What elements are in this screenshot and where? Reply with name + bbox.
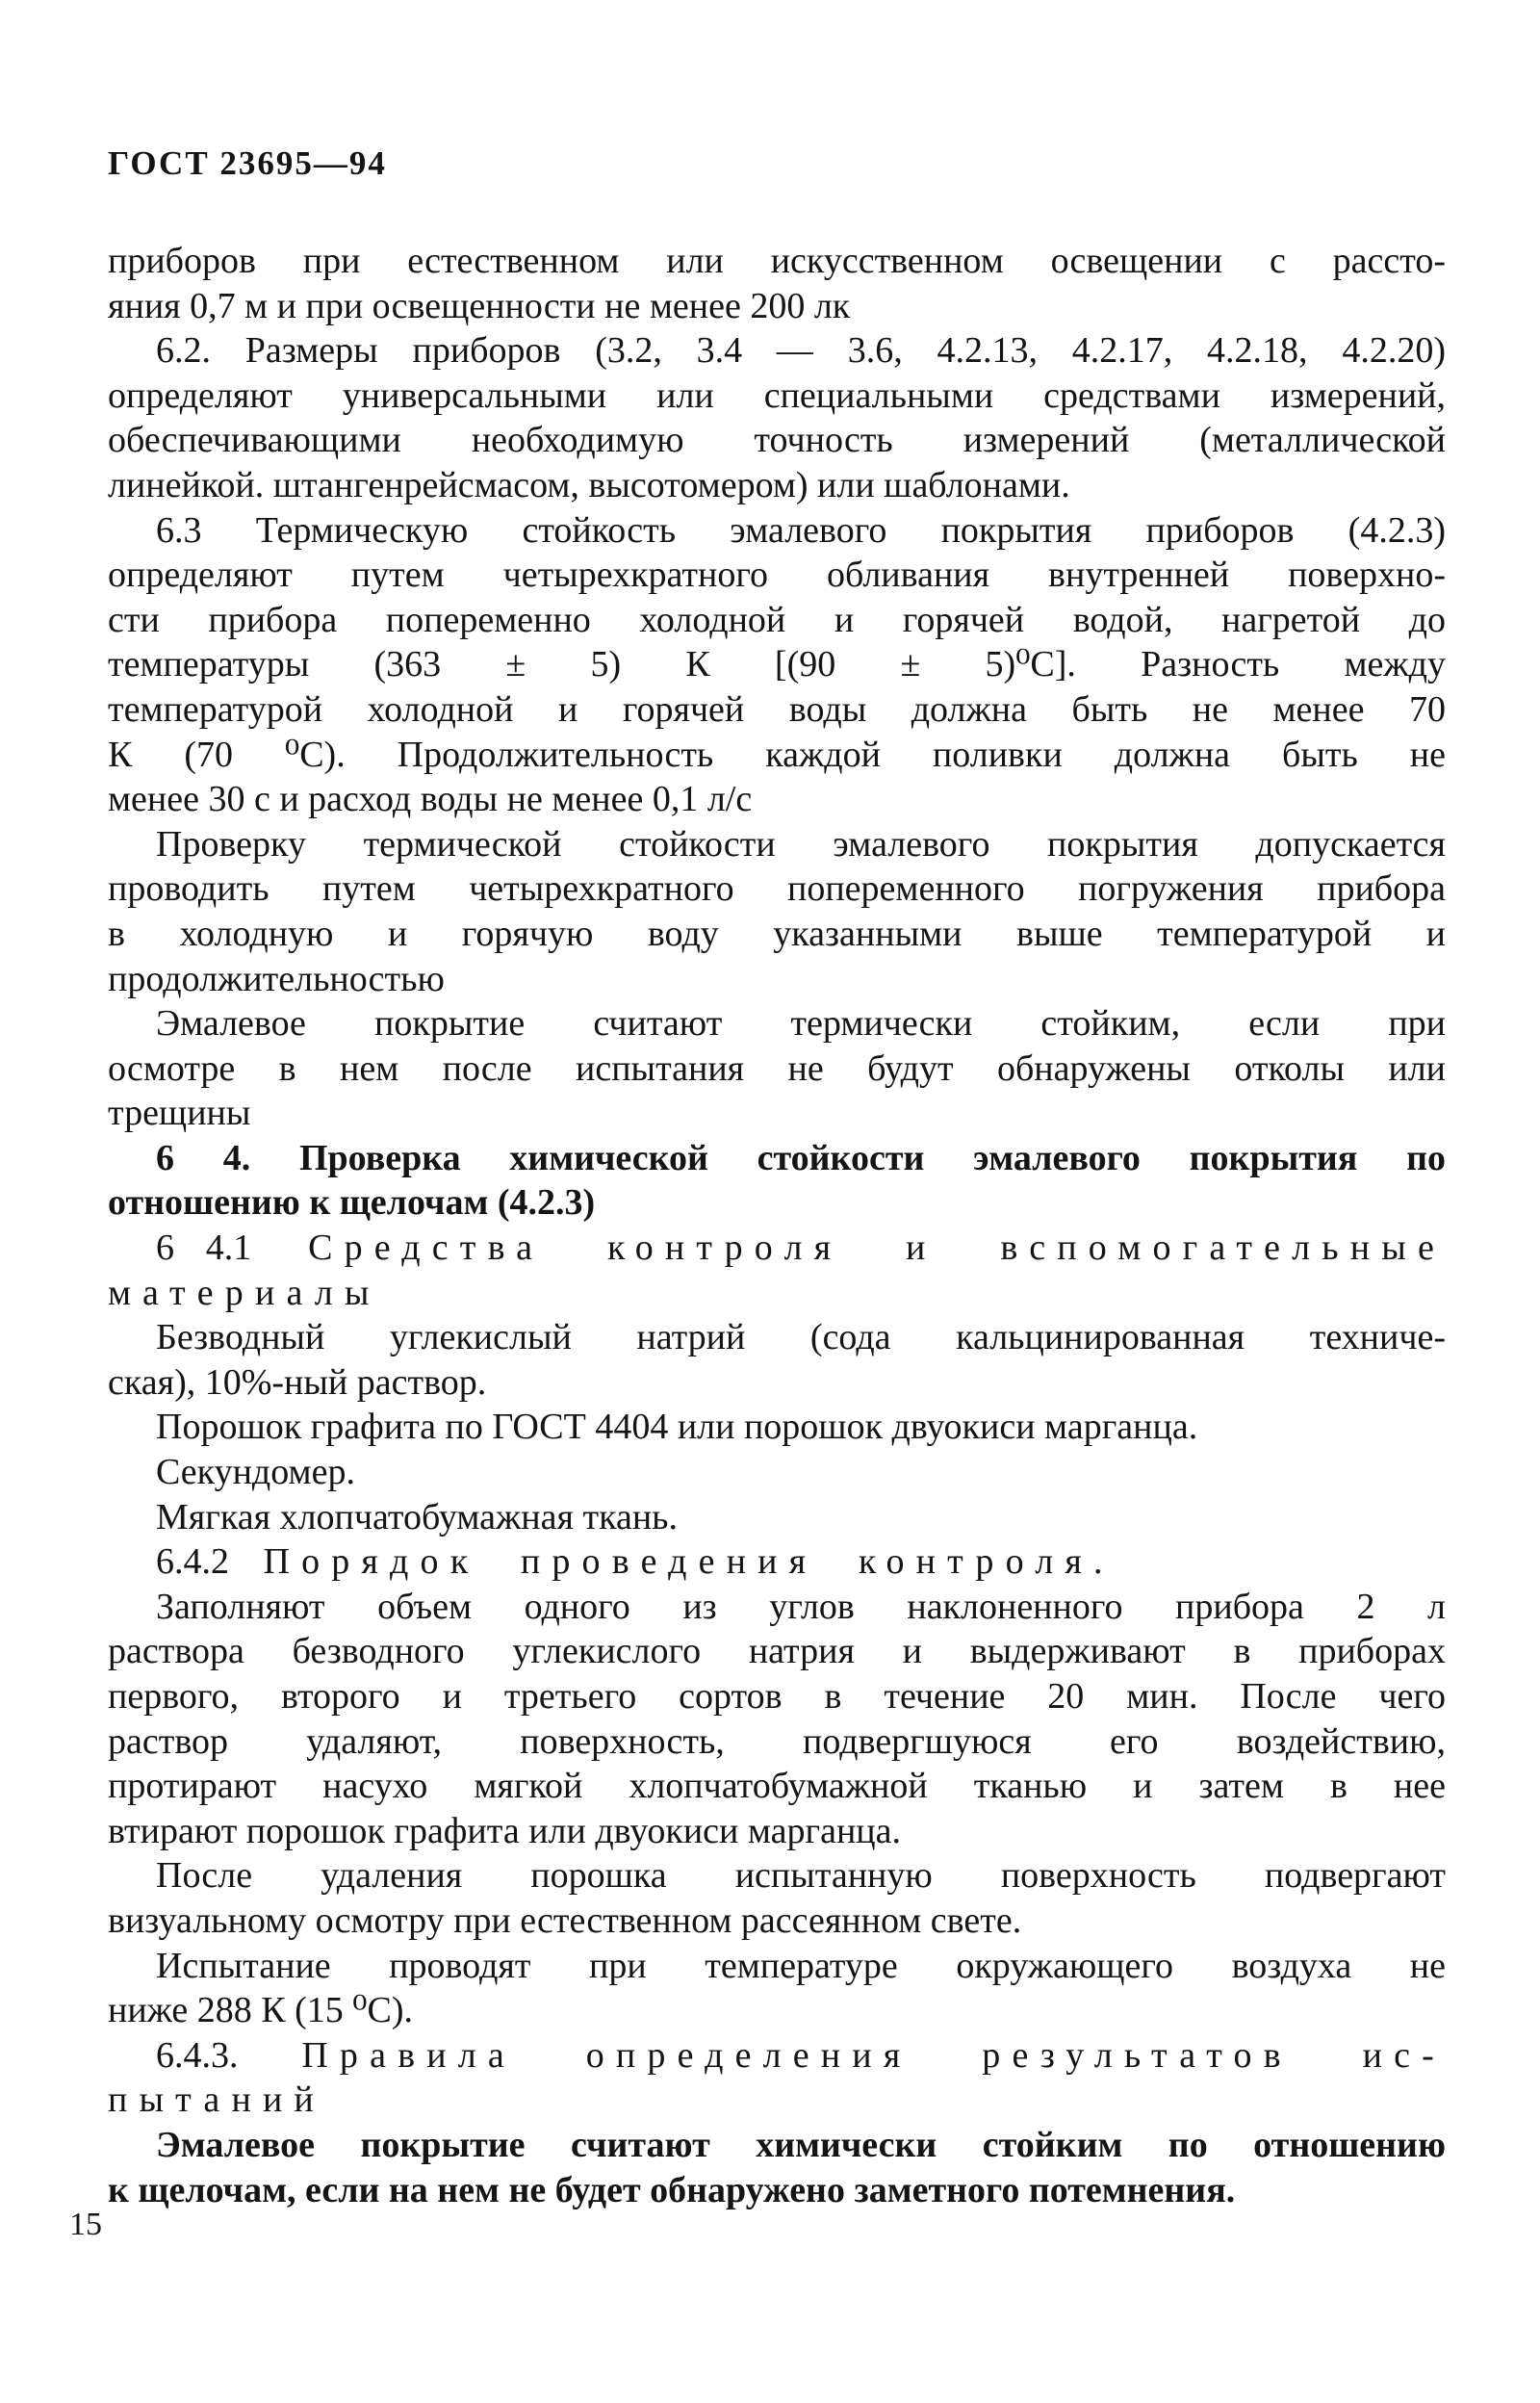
text-line: Секундомер.: [156, 1452, 355, 1493]
text-line: трещины: [108, 1093, 251, 1134]
text-line: раствор удаляют, поверхность, подвергшуюся его воздействию,: [108, 1720, 1446, 1762]
text-line: проводить путем четырехкратного попеременного погружения прибора: [108, 868, 1446, 910]
text-line: менее 30 с и расход воды не менее 0,1 л/с: [108, 779, 753, 820]
text-line: ская), 10%-ный раствор.: [108, 1361, 487, 1403]
text-line: в холодную и горячую воду указанными выше температурой и: [108, 913, 1446, 954]
text-line: определяют универсальными или специальными средствами измерений,: [108, 375, 1446, 416]
text-line: ниже 288 К (15 ⁰С).: [108, 1990, 414, 2031]
spaced-emphasis-text: пытаний: [108, 2080, 325, 2121]
text-line: сти прибора попеременно холодной и горячей водой, нагретой до: [108, 599, 1446, 640]
text-line: определяют путем четырехкратного обливания внутренней поверхно-: [108, 555, 1446, 596]
text-line: температурой холодной и горячей воды должна быть не менее 70: [108, 688, 1446, 730]
text-line: Порошок графита по ГОСТ 4404 или порошок двуокиси марганца.: [156, 1407, 1198, 1448]
spaced-emphasis-text: Правила определения результатов ис-: [301, 2034, 1446, 2076]
text-line: к щелочам, если на нем не будет обнаружено заметного потемнения.: [108, 2169, 1236, 2210]
text-line: Мягкая хлопчатобумажная ткань.: [156, 1496, 678, 1537]
text-line: [108, 1226, 1446, 1271]
spaced-emphasis-text: Порядок проведения контроля.: [263, 1541, 1115, 1583]
text-line: [108, 2033, 1446, 2079]
text-line: 6.3 Термическую стойкость эмалевого покрытия приборов (4.2.3): [156, 509, 1446, 551]
text-line: Проверку термической стойкости эмалевого покрытия допускается: [156, 823, 1446, 865]
text-line: Эмалевое покрытие считают химически стойким по отношению: [156, 2124, 1446, 2165]
text-line: После удаления порошка испытанную поверхность подвергают: [156, 1855, 1446, 1897]
clause-number: 6.4.2: [156, 1541, 229, 1583]
text-line: визуальному осмотру при естественном рассеянном свете.: [108, 1899, 1022, 1941]
text-line: [108, 2078, 1446, 2123]
document-code: ГОСТ 23695—94: [108, 144, 387, 182]
text-line: яния 0,7 м и при освещенности не менее 200 лк: [108, 285, 851, 326]
text-line: приборов при естественном или искусственном освещении с рассто-: [108, 241, 1446, 281]
spaced-emphasis-text: материалы: [108, 1272, 381, 1313]
text-line: температуры (363 ± 5) К [(90 ± 5)⁰С]. Разность между: [108, 644, 1446, 685]
text-line: 6.2. Размеры приборов (3.2, 3.4 — 3.6, 4.2.13, 4.2.17, 4.2.18, 4.2.20): [156, 330, 1446, 372]
text-line: продолжительностью: [108, 958, 445, 999]
clause-number: 6 4.1: [156, 1227, 252, 1269]
page-number: 15: [69, 2207, 102, 2242]
text-line: [108, 1271, 1446, 1316]
text-line: втирают порошок графита или двуокиси марганца.: [108, 1810, 902, 1851]
text-line: линейкой. штангенрейсмасом, высотомером) или шаблонами.: [108, 464, 1070, 505]
text-line: [108, 1539, 1446, 1585]
text-line: Испытание проводят при температуре окружающего воздуха не: [156, 1945, 1446, 1986]
document-body: [108, 239, 1446, 2212]
clause-number: 6.4.3.: [156, 2034, 239, 2076]
text-line: протирают насухо мягкой хлопчатобумажной тканью и затем в нее: [108, 1766, 1446, 1807]
text-line: К (70 ⁰С). Продолжительность каждой поливки должна быть не: [108, 734, 1446, 775]
text-line: Безводный углекислый натрий (сода кальцинированная техниче-: [156, 1317, 1446, 1358]
text-line: отношению к щелочам (4.2.3): [108, 1182, 596, 1224]
text-line: 6 4. Проверка химической стойкости эмалевого покрытия по: [156, 1137, 1446, 1178]
text-line: Эмалевое покрытие считают термически стойким, если при: [156, 1003, 1446, 1045]
text-line: обеспечивающими необходимую точность измерений (металлической: [108, 420, 1446, 461]
spaced-emphasis-text: Средства контроля и вспомогательные: [308, 1227, 1446, 1269]
text-line: раствора безводного углекислого натрия и выдерживают в приборах: [108, 1631, 1446, 1672]
text-line: осмотре в нем после испытания не будут обнаружены отколы или: [108, 1047, 1446, 1089]
text-line: первого, второго и третьего сортов в течение 20 мин. После чего: [108, 1676, 1446, 1717]
text-line: Заполняют объем одного из углов наклоненного прибора 2 л: [156, 1586, 1446, 1627]
